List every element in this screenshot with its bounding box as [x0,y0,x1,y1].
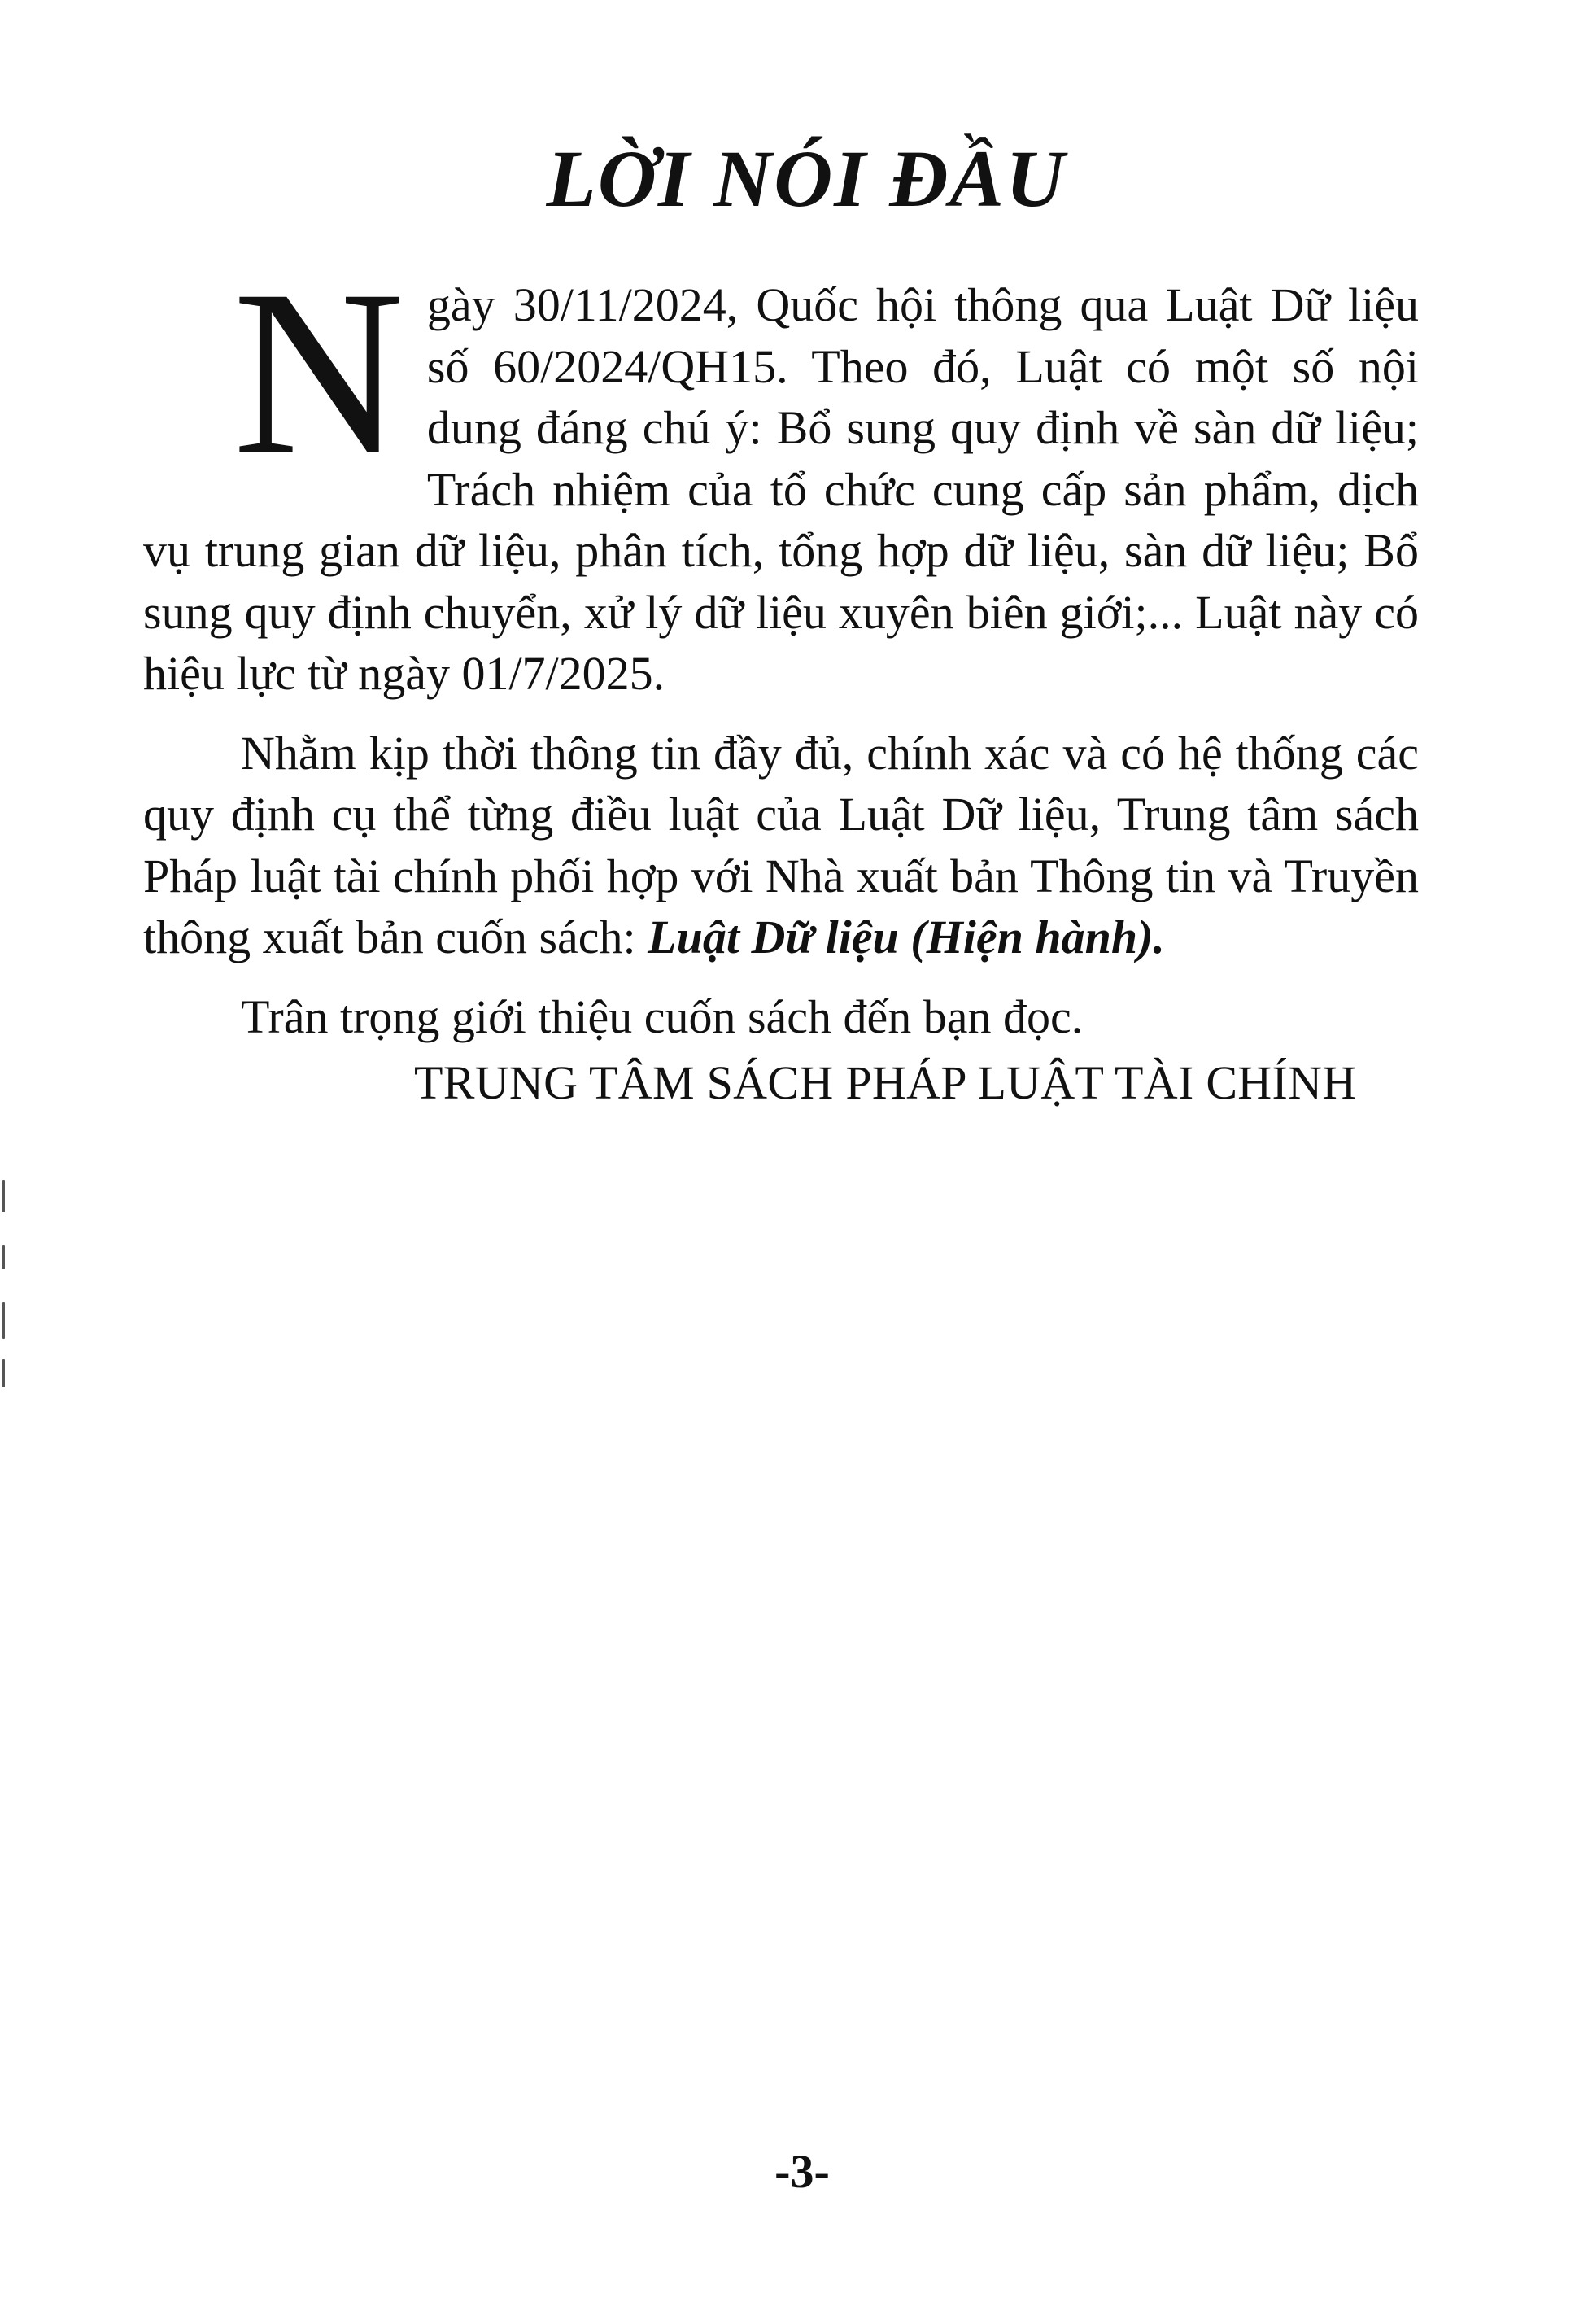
paragraph-3: Trân trọng giới thiệu cuốn sách đến bạn đọc. [241,989,1084,1043]
page-number: -3- [774,2145,830,2198]
paragraph-1-text: gày 30/11/2024, Quốc hội thông qua Luật Dữ liệu số 60/2024/QH15. Theo đó, Luật có một số nội dung đáng chú ý: Bổ sung quy định về sàn dữ liệu; Trách nhiệm của tổ chức cung cấp sản phẩm, dịch vụ trung gian dữ liệu, phân tích, tổng hợp dữ liệu, sàn dữ liệu; Bổ sung quy định chuyển, xử lý dữ liệu xuyên biên giới;... Luật này có hiệu lực từ ngày 01/7/2025. [143,278,1419,700]
paragraph-1 [143,242,1419,705]
page-title: LỜI NÓI ĐẦU [546,133,1067,224]
paragraph-2-text: Nhằm kịp thời thông tin đầy đủ, chính xác và có hệ thống các quy định cụ thể từng điều luật của Luật Dữ liệu, Trung tâm sách Pháp luật tài chính phối hợp với Nhà xuất bản Thông tin và Truyền thông xuất bản cuốn sách: [143,726,1419,963]
book-title: Luật Dữ liệu (Hiện hành). [648,911,1165,963]
signature: TRUNG TÂM SÁCH PHÁP LUẬT TÀI CHÍNH [414,1056,1357,1109]
paragraph-2 [143,723,1419,968]
binding-edge-marks [0,1180,8,1391]
drop-cap: N [233,242,404,505]
body-text [143,242,1419,1114]
